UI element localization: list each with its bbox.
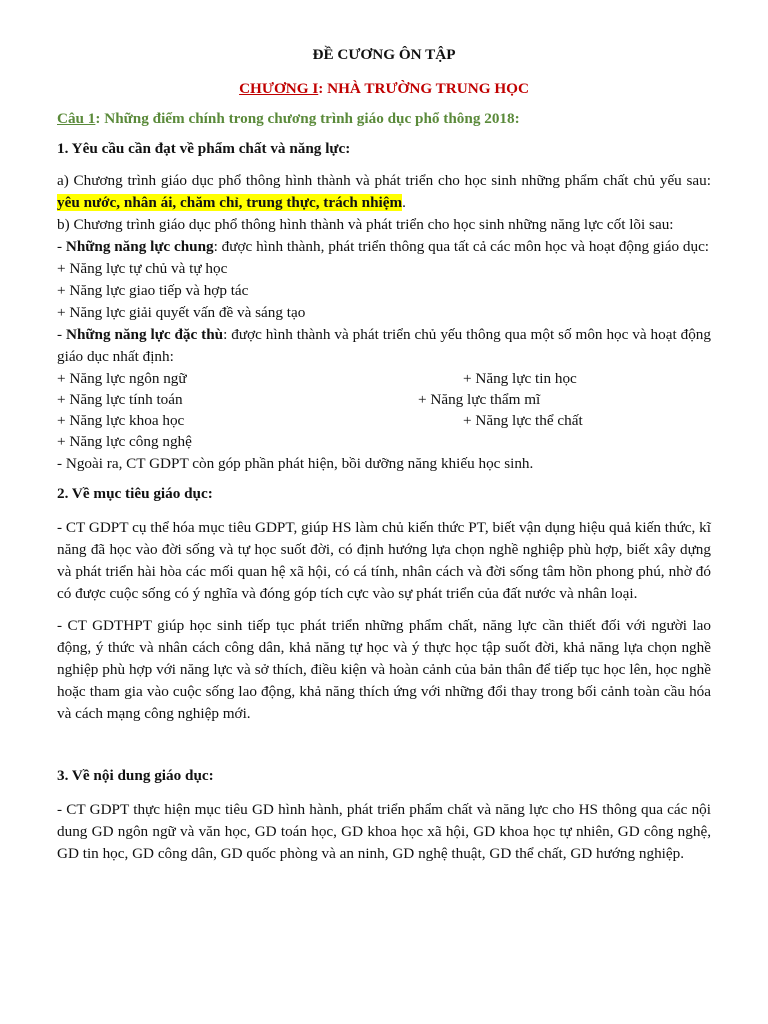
section-2-paragraph-2: - CT GDTHPT giúp học sinh tiếp tục phát triển những phẩm chất, năng lực cần thiết đối với người lao động, ý thức và nhân cách công dân, khả năng tự học và ý thực học tập suốt đời, khả năng lựa chọn nghề nghiệp phù hợp với năng lực và sở thích, điều kiện và hoàn cảnh của bản thân để tiếp tục học lên, học nghề hoặc tham gia vào cuộc sống lao động, khả năng thích ứng với những đổi thay trong bối cảnh toàn cầu hóa và cách mạng công nghiệp mới.: [57, 617, 711, 722]
special-competencies-intro: [57, 324, 711, 368]
question-title: : Những điểm chính trong chương trình giáo dục phổ thông 2018:: [95, 110, 520, 127]
list-item: + Năng lực tự chủ và tự học: [57, 260, 228, 277]
general-dash: -: [57, 238, 66, 255]
chapter-number: CHƯƠNG I: [239, 80, 319, 97]
general-competencies-text: : được hình thành, phát triển thông qua tất cả các môn học và hoạt động giáo dục:: [213, 238, 710, 255]
paragraph-a-text: a) Chương trình giáo dục phổ thông hình thành và phát triển cho học sinh những phẩm chất chủ yếu sau: [57, 172, 707, 189]
list-item: + Năng lực tin học: [463, 370, 577, 387]
general-competencies-intro: [57, 236, 711, 258]
section-1-paragraph-b: b) Chương trình giáo dục phổ thông hình thành và phát triển cho học sinh những năng lực cốt lõi sau:: [57, 216, 674, 233]
highlighted-qualities: yêu nước, nhân ái, chăm chỉ, trung thực, trách nhiệm: [57, 194, 403, 211]
list-item: + Năng lực ngôn ngữ: [57, 370, 187, 387]
special-competencies-text: : được hình thành và phát triển chủ yếu thông qua một số môn học và hoạt động giáo dục nhất định:: [57, 326, 711, 365]
document-title: ĐỀ CƯƠNG ÔN TẬP: [312, 46, 456, 63]
list-item: + Năng lực giao tiếp và hợp tác: [57, 282, 249, 299]
section-1-paragraph-a: [57, 170, 711, 214]
section-3-heading: 3. Về nội dung giáo dục:: [57, 767, 214, 784]
document-body: [57, 44, 711, 865]
competency-row: [57, 389, 711, 410]
section-2-heading: 2. Về mục tiêu giáo dục:: [57, 485, 213, 502]
general-competencies-label: Những năng lực chung: [65, 238, 214, 255]
special-competencies-label: Những năng lực đặc thù: [65, 326, 224, 343]
section-1-heading: 1. Yêu cầu cần đạt về phẩm chất và năng lực:: [57, 140, 351, 157]
competency-row: [57, 368, 711, 389]
list-item: + Năng lực tính toán: [57, 391, 183, 408]
chapter-heading: [57, 78, 711, 100]
list-item: + Năng lực khoa học: [57, 412, 185, 429]
list-item: + Năng lực giải quyết vấn đề và sáng tạo: [57, 304, 306, 321]
question-number: Câu 1: [57, 110, 96, 127]
special-dash: -: [57, 326, 66, 343]
paragraph-a-end: .: [402, 194, 406, 211]
list-item: + Năng lực thể chất: [463, 412, 583, 429]
section-2-paragraph-1: - CT GDPT cụ thể hóa mục tiêu GDPT, giúp HS làm chủ kiến thức PT, biết vận dụng hiệu quả kiến thức, kĩ năng đã học vào đời sống và tự học suốt đời, có định hướng lựa chọn nghề nghiệp phù hợp, biết xây dựng và phát triển hài hòa các mối quan hệ xã hội, có cá tính, nhân cách và đời sống tâm hồn phong phú, nhờ đó có được cuộc sống có ý nghĩa và đóng góp tích cực vào sự phát triển của đất nước và nhân loại.: [57, 519, 711, 602]
list-item: + Năng lực thẩm mĩ: [418, 391, 541, 408]
section-1-extra-note: - Ngoài ra, CT GDPT còn góp phần phát hiện, bồi dưỡng năng khiếu học sinh.: [57, 455, 534, 472]
chapter-title: : NHÀ TRƯỜNG TRUNG HỌC: [318, 80, 529, 97]
list-item: + Năng lực công nghệ: [57, 433, 192, 450]
question-heading: [57, 108, 711, 130]
paragraph-a-colon: :: [706, 172, 711, 189]
competency-row: [57, 410, 711, 431]
section-3-paragraph-1: - CT GDPT thực hiện mục tiêu GD hình hành, phát triển phẩm chất và năng lực cho HS thông qua các nội dung GD ngôn ngữ và văn học, GD toán học, GD khoa học xã hội, GD khoa học tự nhiên, GD công nghệ, GD tin học, GD công dân, GD quốc phòng và an ninh, GD nghệ thuật, GD thể chất, GD hướng nghiệp.: [57, 801, 711, 862]
